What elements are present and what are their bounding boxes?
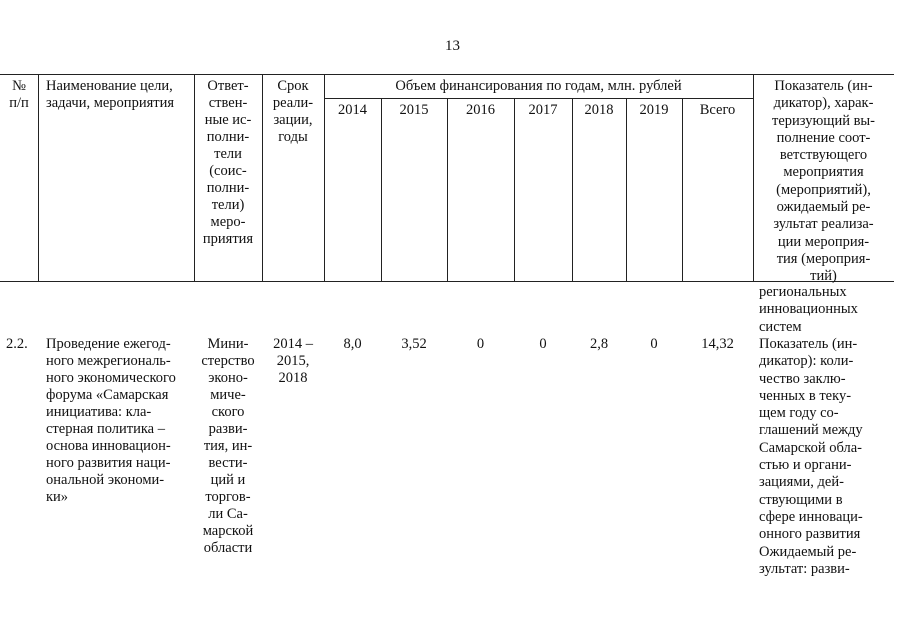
row-value-2017: 0 xyxy=(539,336,547,352)
col-divider xyxy=(572,98,573,281)
row-value-2014: 8,0 xyxy=(343,336,362,352)
col-divider xyxy=(514,98,515,281)
col-divider xyxy=(381,98,382,281)
header-total: Всего xyxy=(699,102,736,118)
header-term: Срок реали- зации, годы xyxy=(272,78,314,145)
header-num: № п/п xyxy=(9,78,29,111)
col-divider xyxy=(447,98,448,281)
header-name: Наименование цели, задачи, мероприятия xyxy=(46,78,175,111)
funding-subheader-divider xyxy=(324,98,753,99)
col-divider xyxy=(38,74,39,281)
carryover-indicator-text: региональных инновационных систем xyxy=(759,284,858,335)
row-value-2019: 0 xyxy=(650,336,658,352)
table-top-border xyxy=(0,74,894,75)
header-year: 2015 xyxy=(399,102,429,118)
header-year: 2014 xyxy=(338,102,367,118)
header-year: 2019 xyxy=(639,102,669,118)
header-funding: Объем финансирования по годам, млн. рублей xyxy=(395,78,682,94)
col-divider xyxy=(682,98,683,281)
row-value-2015: 3,52 xyxy=(401,336,427,352)
row-value-2018: 2,8 xyxy=(589,336,609,352)
header-year: 2018 xyxy=(584,102,614,118)
page-number: 13 xyxy=(445,38,460,54)
row-executor: Мини- стерство эконо- миче- ского разви- тия, ин- вести- ций и торгов- ли Са- марской области xyxy=(201,336,255,556)
row-term: 2014 – 2015, 2018 xyxy=(273,336,313,386)
row-value-2016: 0 xyxy=(476,336,485,352)
col-divider xyxy=(626,98,627,281)
row-name: Проведение ежегод- ного межрегиональ- ного экономического форума «Самарская инициатива: кла- стерная политика – основа инновацион- ного развития наци- ональной экономи- ки» xyxy=(46,336,176,505)
row-num: 2.2. xyxy=(6,336,28,352)
row-value-total: 14,32 xyxy=(701,336,734,352)
header-year: 2017 xyxy=(528,102,558,118)
header-year: 2016 xyxy=(466,102,495,118)
header-indicator: Показатель (ин- дикатор), харак- теризующий вы- полнение соот- ветствующего мероприятия (мероприятий), ожидаемый ре- зультат реализа- ции мероприя- тия (мероприя- тий) xyxy=(771,78,875,285)
row-indicator: Показатель (ин- дикатор): коли- чество заклю- ченных в теку- щем году со- глашений между Самарской обла- стью и органи- зациями, дей- ствующими в сфере инноваци- онного развития Ожидаемый ре- зультат: разви- xyxy=(759,336,863,577)
header-executor: Ответ- ствен- ные ис- полни- тели (соис- полни- тели) меро- приятия xyxy=(202,78,254,247)
